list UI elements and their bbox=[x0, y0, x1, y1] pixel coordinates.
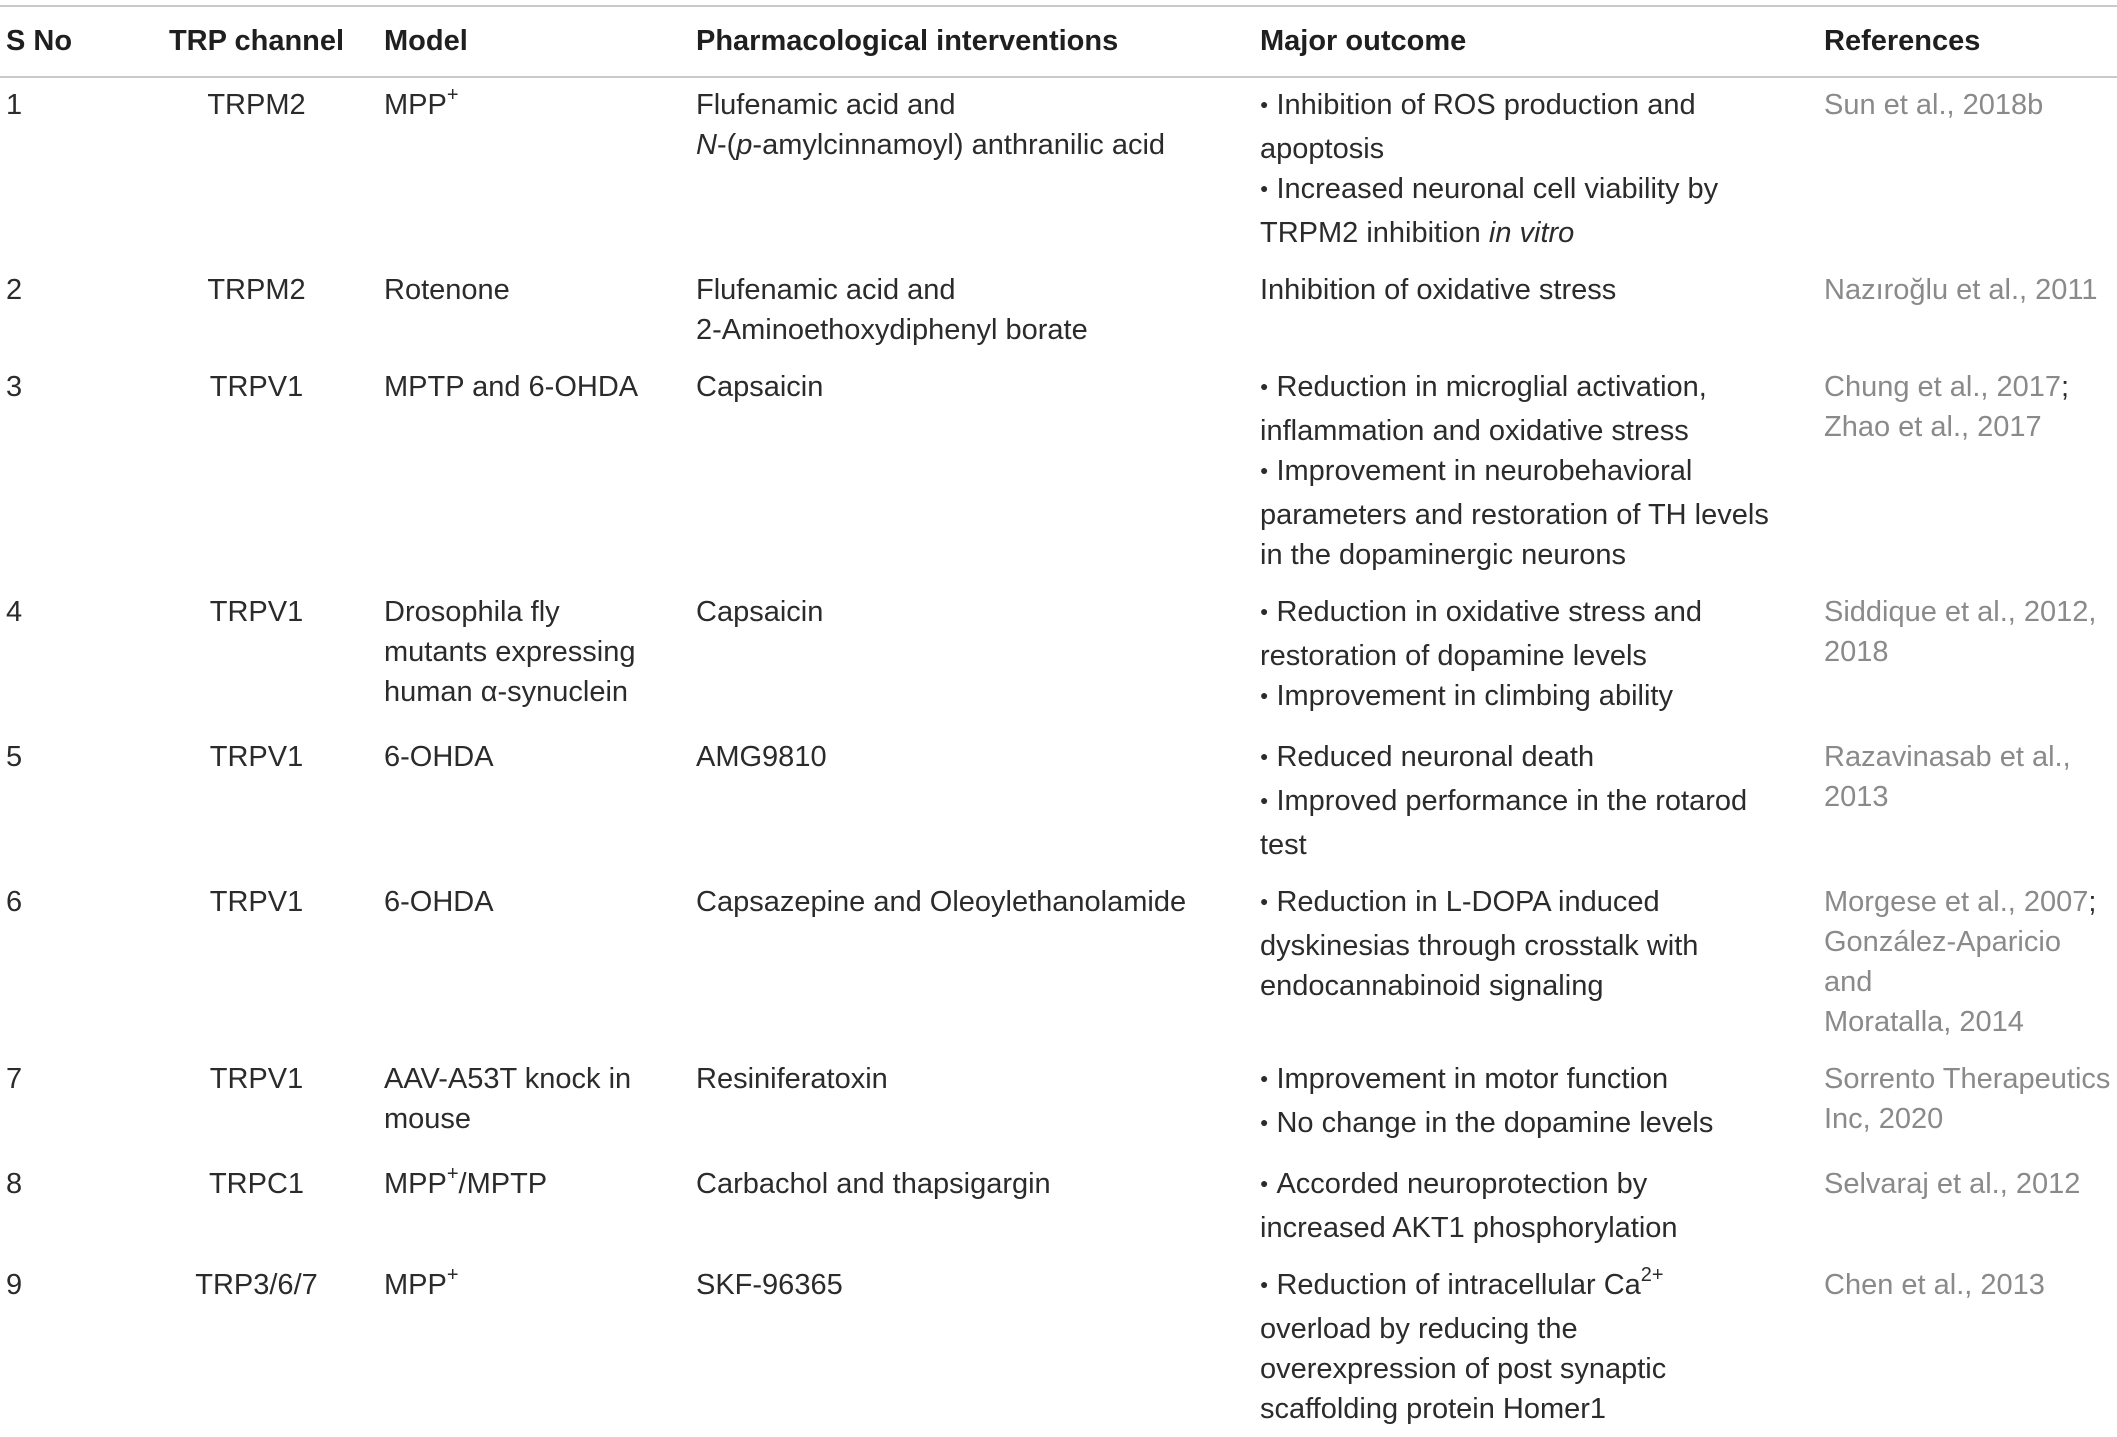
outcome-bullet: ● Improvement in motor function bbox=[1260, 1059, 1806, 1103]
cell-interventions: SKF-96365 bbox=[696, 1269, 843, 1301]
cell-sno: 2 bbox=[6, 274, 23, 306]
reference-text: Morgese et al., 2007 bbox=[1824, 886, 2089, 918]
cell-sno: 8 bbox=[6, 1168, 23, 1200]
outcome-bullet: ● Inhibition of ROS production and bbox=[1260, 85, 1806, 129]
model-text: MPP bbox=[384, 1269, 447, 1301]
cell-outcome bbox=[1254, 76, 1818, 261]
cell-model bbox=[378, 583, 690, 728]
cell-model: Rotenone bbox=[384, 274, 510, 306]
model-text: MPP bbox=[384, 89, 447, 121]
outcome-bullet: ● Improved performance in the rotarod bbox=[1260, 781, 1806, 825]
cell-outcome bbox=[1254, 1050, 1818, 1155]
cell-references bbox=[1818, 1050, 2117, 1155]
reference-line: Sun et al., 2018b bbox=[1824, 89, 2044, 121]
outcome-bullet: ● Reduction in microglial activation, bbox=[1260, 367, 1806, 411]
reference-separator: ; bbox=[2088, 886, 2097, 918]
cell-references bbox=[1818, 583, 2117, 728]
cell-outcome bbox=[1254, 728, 1818, 873]
reference-line: Moratalla, 2014 bbox=[1824, 1006, 2024, 1038]
cell-outcome bbox=[1254, 1256, 1818, 1437]
superscript: + bbox=[446, 1163, 459, 1186]
cell-model bbox=[378, 76, 690, 261]
cell-references bbox=[1818, 1155, 2117, 1256]
table-row bbox=[0, 728, 2117, 873]
table-row bbox=[0, 261, 2117, 358]
outcome-text: Reduction of intracellular Ca bbox=[1276, 1269, 1641, 1301]
italic-text: N bbox=[696, 129, 717, 161]
cell-references bbox=[1818, 1256, 2117, 1437]
cell-channel: TRPV1 bbox=[209, 371, 304, 403]
cell-interventions: Capsaicin bbox=[696, 596, 824, 628]
outcome-bullet: ● Reduction in L-DOPA induced bbox=[1260, 882, 1806, 926]
reference-line: 2018 bbox=[1824, 636, 1889, 668]
cell-outcome bbox=[1254, 1155, 1818, 1256]
reference-line: Siddique et al., 2012, bbox=[1824, 596, 2097, 628]
intervention-text: -( bbox=[716, 129, 737, 161]
intervention-line: Flufenamic acid and bbox=[696, 89, 956, 121]
outcome-line: increased AKT1 phosphorylation bbox=[1260, 1212, 1678, 1244]
cell-sno: 6 bbox=[6, 886, 23, 918]
header-trp-channel: TRP channel bbox=[168, 24, 345, 57]
outcome-line: overexpression of post synaptic bbox=[1260, 1353, 1667, 1385]
superscript: + bbox=[446, 1264, 459, 1287]
reference-line: Razavinasab et al., bbox=[1824, 741, 2071, 773]
header-sno: S No bbox=[6, 24, 73, 57]
superscript: + bbox=[446, 84, 459, 107]
model-line: mutants expressing bbox=[384, 636, 636, 668]
outcome-bullet bbox=[1260, 1265, 1806, 1309]
outcome-line: scaffolding protein Homer1 bbox=[1260, 1393, 1607, 1425]
outcome-bullet: ● Improvement in neurobehavioral bbox=[1260, 451, 1806, 495]
cell-channel: TRP3/6/7 bbox=[195, 1269, 318, 1301]
cell-references bbox=[1818, 76, 2117, 261]
intervention-text: -amylcinnamoyl) anthranilic acid bbox=[752, 129, 1166, 161]
outcome-text: TRPM2 inhibition bbox=[1260, 217, 1481, 249]
reference-separator: ; bbox=[2061, 371, 2070, 403]
outcome-line: apoptosis bbox=[1260, 133, 1385, 165]
cell-channel: TRPC1 bbox=[208, 1168, 305, 1200]
cell-channel: TRPV1 bbox=[209, 886, 304, 918]
outcome-line: restoration of dopamine levels bbox=[1260, 640, 1647, 672]
cell-interventions bbox=[690, 76, 1254, 261]
outcome-line: parameters and restoration of TH levels bbox=[1260, 499, 1769, 531]
outcome-bullet: ● Reduced neuronal death bbox=[1260, 737, 1806, 781]
cell-interventions: Resiniferatoxin bbox=[696, 1063, 888, 1095]
cell-sno: 9 bbox=[6, 1269, 23, 1301]
cell-model bbox=[378, 1155, 690, 1256]
reference-line: 2013 bbox=[1824, 781, 1889, 813]
cell-references bbox=[1818, 358, 2117, 583]
cell-outcome bbox=[1254, 873, 1818, 1050]
cell-interventions: Carbachol and thapsigargin bbox=[696, 1168, 1051, 1200]
header-row bbox=[0, 6, 2117, 76]
model-line: AAV-A53T knock in bbox=[384, 1063, 632, 1095]
intervention-line: 2-Aminoethoxydiphenyl borate bbox=[696, 314, 1088, 346]
cell-references bbox=[1818, 261, 2117, 358]
outcome-bullet: ● No change in the dopamine levels bbox=[1260, 1103, 1806, 1147]
intervention-line: Flufenamic acid and bbox=[696, 274, 956, 306]
outcome-line: in the dopaminergic neurons bbox=[1260, 539, 1626, 571]
table-row bbox=[0, 583, 2117, 728]
outcome-line: overload by reducing the bbox=[1260, 1313, 1578, 1345]
cell-sno: 7 bbox=[6, 1063, 23, 1095]
cell-channel: TRPM2 bbox=[207, 274, 306, 306]
table-row bbox=[0, 873, 2117, 1050]
table-row bbox=[0, 1256, 2117, 1437]
model-text: MPP bbox=[384, 1168, 447, 1200]
cell-outcome bbox=[1254, 583, 1818, 728]
italic-text: in vitro bbox=[1488, 217, 1575, 249]
cell-interventions: Capsazepine and Oleoylethanolamide bbox=[696, 886, 1187, 918]
cell-model bbox=[378, 1050, 690, 1155]
cell-sno: 1 bbox=[6, 89, 23, 121]
reference-line: Inc, 2020 bbox=[1824, 1103, 1944, 1135]
data-table bbox=[0, 6, 2117, 1437]
reference-line bbox=[1824, 882, 2117, 922]
intervention-line bbox=[696, 125, 1242, 165]
reference-line bbox=[1824, 367, 2117, 407]
cell-outcome bbox=[1254, 358, 1818, 583]
reference-line: Sorrento Therapeutics bbox=[1824, 1063, 2111, 1095]
table-row bbox=[0, 1155, 2117, 1256]
table-row bbox=[0, 358, 2117, 583]
cell-outcome bbox=[1254, 261, 1818, 358]
outcome-line: test bbox=[1260, 829, 1307, 861]
cell-model bbox=[378, 1256, 690, 1437]
table-row bbox=[0, 76, 2117, 261]
reference-line: González-Aparicio and bbox=[1824, 926, 2061, 998]
reference-line: Zhao et al., 2017 bbox=[1824, 411, 2042, 443]
table-row bbox=[0, 1050, 2117, 1155]
model-line: Drosophila fly bbox=[384, 596, 560, 628]
model-line: mouse bbox=[384, 1103, 472, 1135]
outcome-bullet: ● Reduction in oxidative stress and bbox=[1260, 592, 1806, 636]
cell-interventions bbox=[690, 261, 1254, 358]
superscript: 2+ bbox=[1640, 1264, 1664, 1287]
reference-text: Chung et al., 2017 bbox=[1824, 371, 2062, 403]
outcome-line: Inhibition of oxidative stress bbox=[1260, 274, 1617, 306]
cell-model: MPTP and 6-OHDA bbox=[384, 371, 639, 403]
model-text: /MPTP bbox=[458, 1168, 548, 1200]
outcome-bullet: ● Accorded neuroprotection by bbox=[1260, 1164, 1806, 1208]
cell-channel: TRPV1 bbox=[209, 741, 304, 773]
cell-sno: 4 bbox=[6, 596, 23, 628]
header-major-outcome: Major outcome bbox=[1260, 24, 1467, 57]
reference-line: Chen et al., 2013 bbox=[1824, 1269, 2045, 1301]
cell-channel: TRPM2 bbox=[207, 89, 306, 121]
header-interventions: Pharmacological interventions bbox=[696, 24, 1119, 57]
reference-line: Nazıroğlu et al., 2011 bbox=[1824, 274, 2098, 306]
cell-sno: 3 bbox=[6, 371, 23, 403]
italic-text: p bbox=[736, 129, 753, 161]
cell-references bbox=[1818, 873, 2117, 1050]
cell-sno: 5 bbox=[6, 741, 23, 773]
cell-channel: TRPV1 bbox=[209, 596, 304, 628]
outcome-bullet: ● Improvement in climbing ability bbox=[1260, 676, 1806, 720]
cell-model: 6-OHDA bbox=[384, 741, 494, 773]
header-model: Model bbox=[384, 24, 468, 57]
cell-interventions: AMG9810 bbox=[696, 741, 827, 773]
outcome-line: endocannabinoid signaling bbox=[1260, 970, 1604, 1002]
cell-interventions: Capsaicin bbox=[696, 371, 824, 403]
outcome-line: inflammation and oxidative stress bbox=[1260, 415, 1689, 447]
cell-model: 6-OHDA bbox=[384, 886, 494, 918]
outcome-bullet: ● Increased neuronal cell viability by bbox=[1260, 169, 1806, 213]
model-line: human α-synuclein bbox=[384, 676, 629, 708]
cell-references bbox=[1818, 728, 2117, 873]
header-references: References bbox=[1824, 24, 1981, 57]
outcome-line: dyskinesias through crosstalk with bbox=[1260, 930, 1699, 962]
reference-line: Selvaraj et al., 2012 bbox=[1824, 1168, 2081, 1200]
cell-channel: TRPV1 bbox=[209, 1063, 304, 1095]
outcome-line bbox=[1260, 213, 1806, 253]
